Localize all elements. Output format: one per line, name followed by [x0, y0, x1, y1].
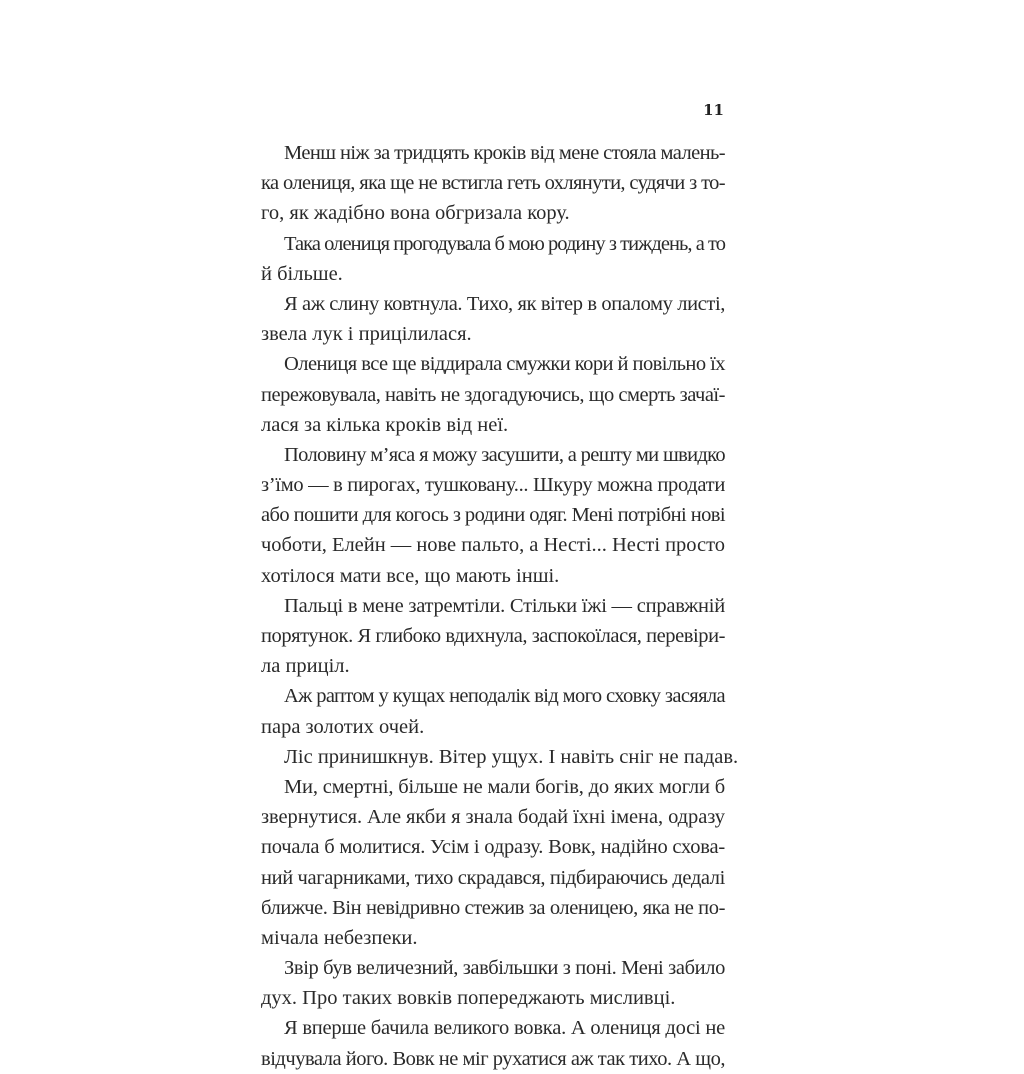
text-line: Аж раптом у кущах неподалік від мого сховку засяяла [284, 685, 725, 708]
text-line: чоботи, Елейн — нове пальто, а Несті... Несті просто [261, 534, 725, 557]
text-line: го, як жадібно вона обгризала кору. [261, 202, 570, 225]
body-text [261, 138, 739, 1074]
text-line: ний чагарниками, тихо скрадався, підбираючись дедалі [261, 866, 725, 889]
text-line: Ліс принишкнув. Вітер ущух. І навіть сніг не падав. [284, 745, 739, 768]
text-line: порятунок. Я глибоко вдихнула, заспокоїлася, перевіри- [261, 625, 726, 647]
text-line: Менш ніж за тридцять кроків від мене стояла малень- [284, 142, 725, 164]
text-line: звела лук і прицілилася. [261, 323, 472, 346]
text-line: Звір був величезний, завбільшки з поні. Мені забило [284, 957, 725, 980]
text-line: або пошити для когось з родини одяг. Мені потрібні нові [261, 504, 725, 527]
text-line: звернутися. Але якби я знала бодай їхні імена, одразу [261, 806, 725, 829]
page-number: 11 [703, 101, 724, 119]
text-line: й більше. [261, 262, 343, 285]
text-line: хотілося мати все, що мають інші. [261, 564, 560, 587]
text-line: Олениця все ще віддирала смужки кори й повільно їх [284, 353, 725, 376]
text-line: ла приціл. [261, 655, 350, 678]
text-line: Ми, смертні, більше не мали богів, до яких могли б [284, 775, 725, 798]
text-line: Половину м’яса я можу засушити, а решту ми швидко [284, 443, 725, 466]
text-line: мічала небезпеки. [261, 926, 418, 949]
text-line: лася за кілька кроків від неї. [261, 413, 509, 436]
text-line: відчувала його. Вовк не міг рухатися аж так тихо. А що, [261, 1047, 725, 1070]
text-line: дух. Про таких вовків попереджають мисливці. [261, 987, 676, 1010]
text-line: ближче. Він невідривно стежив за оленицею, яка не по- [261, 896, 725, 919]
text-line: пара золотих очей. [261, 715, 425, 738]
text-line: ка олениця, яка ще не встигла геть охлянути, судячи з то- [261, 172, 725, 195]
text-line: пережовувала, навіть не здогадуючись, що смерть зачаї- [261, 383, 725, 406]
text-line: почала б молитися. Усім і одразу. Вовк, надійно схова- [261, 836, 725, 859]
text-line: Я аж слину ковтнула. Тихо, як вітер в опалому листі, [284, 292, 725, 315]
text-line: Пальці в мене затремтіли. Стільки їжі — справжній [284, 594, 725, 617]
text-line: Така олениця прогодувала б мою родину з тиждень, а то [284, 232, 725, 255]
text-line: з’їмо — в пирогах, тушковану... Шкуру можна продати [261, 474, 725, 497]
text-line: Я вперше бачила великого вовка. А олениця досі не [284, 1017, 725, 1040]
